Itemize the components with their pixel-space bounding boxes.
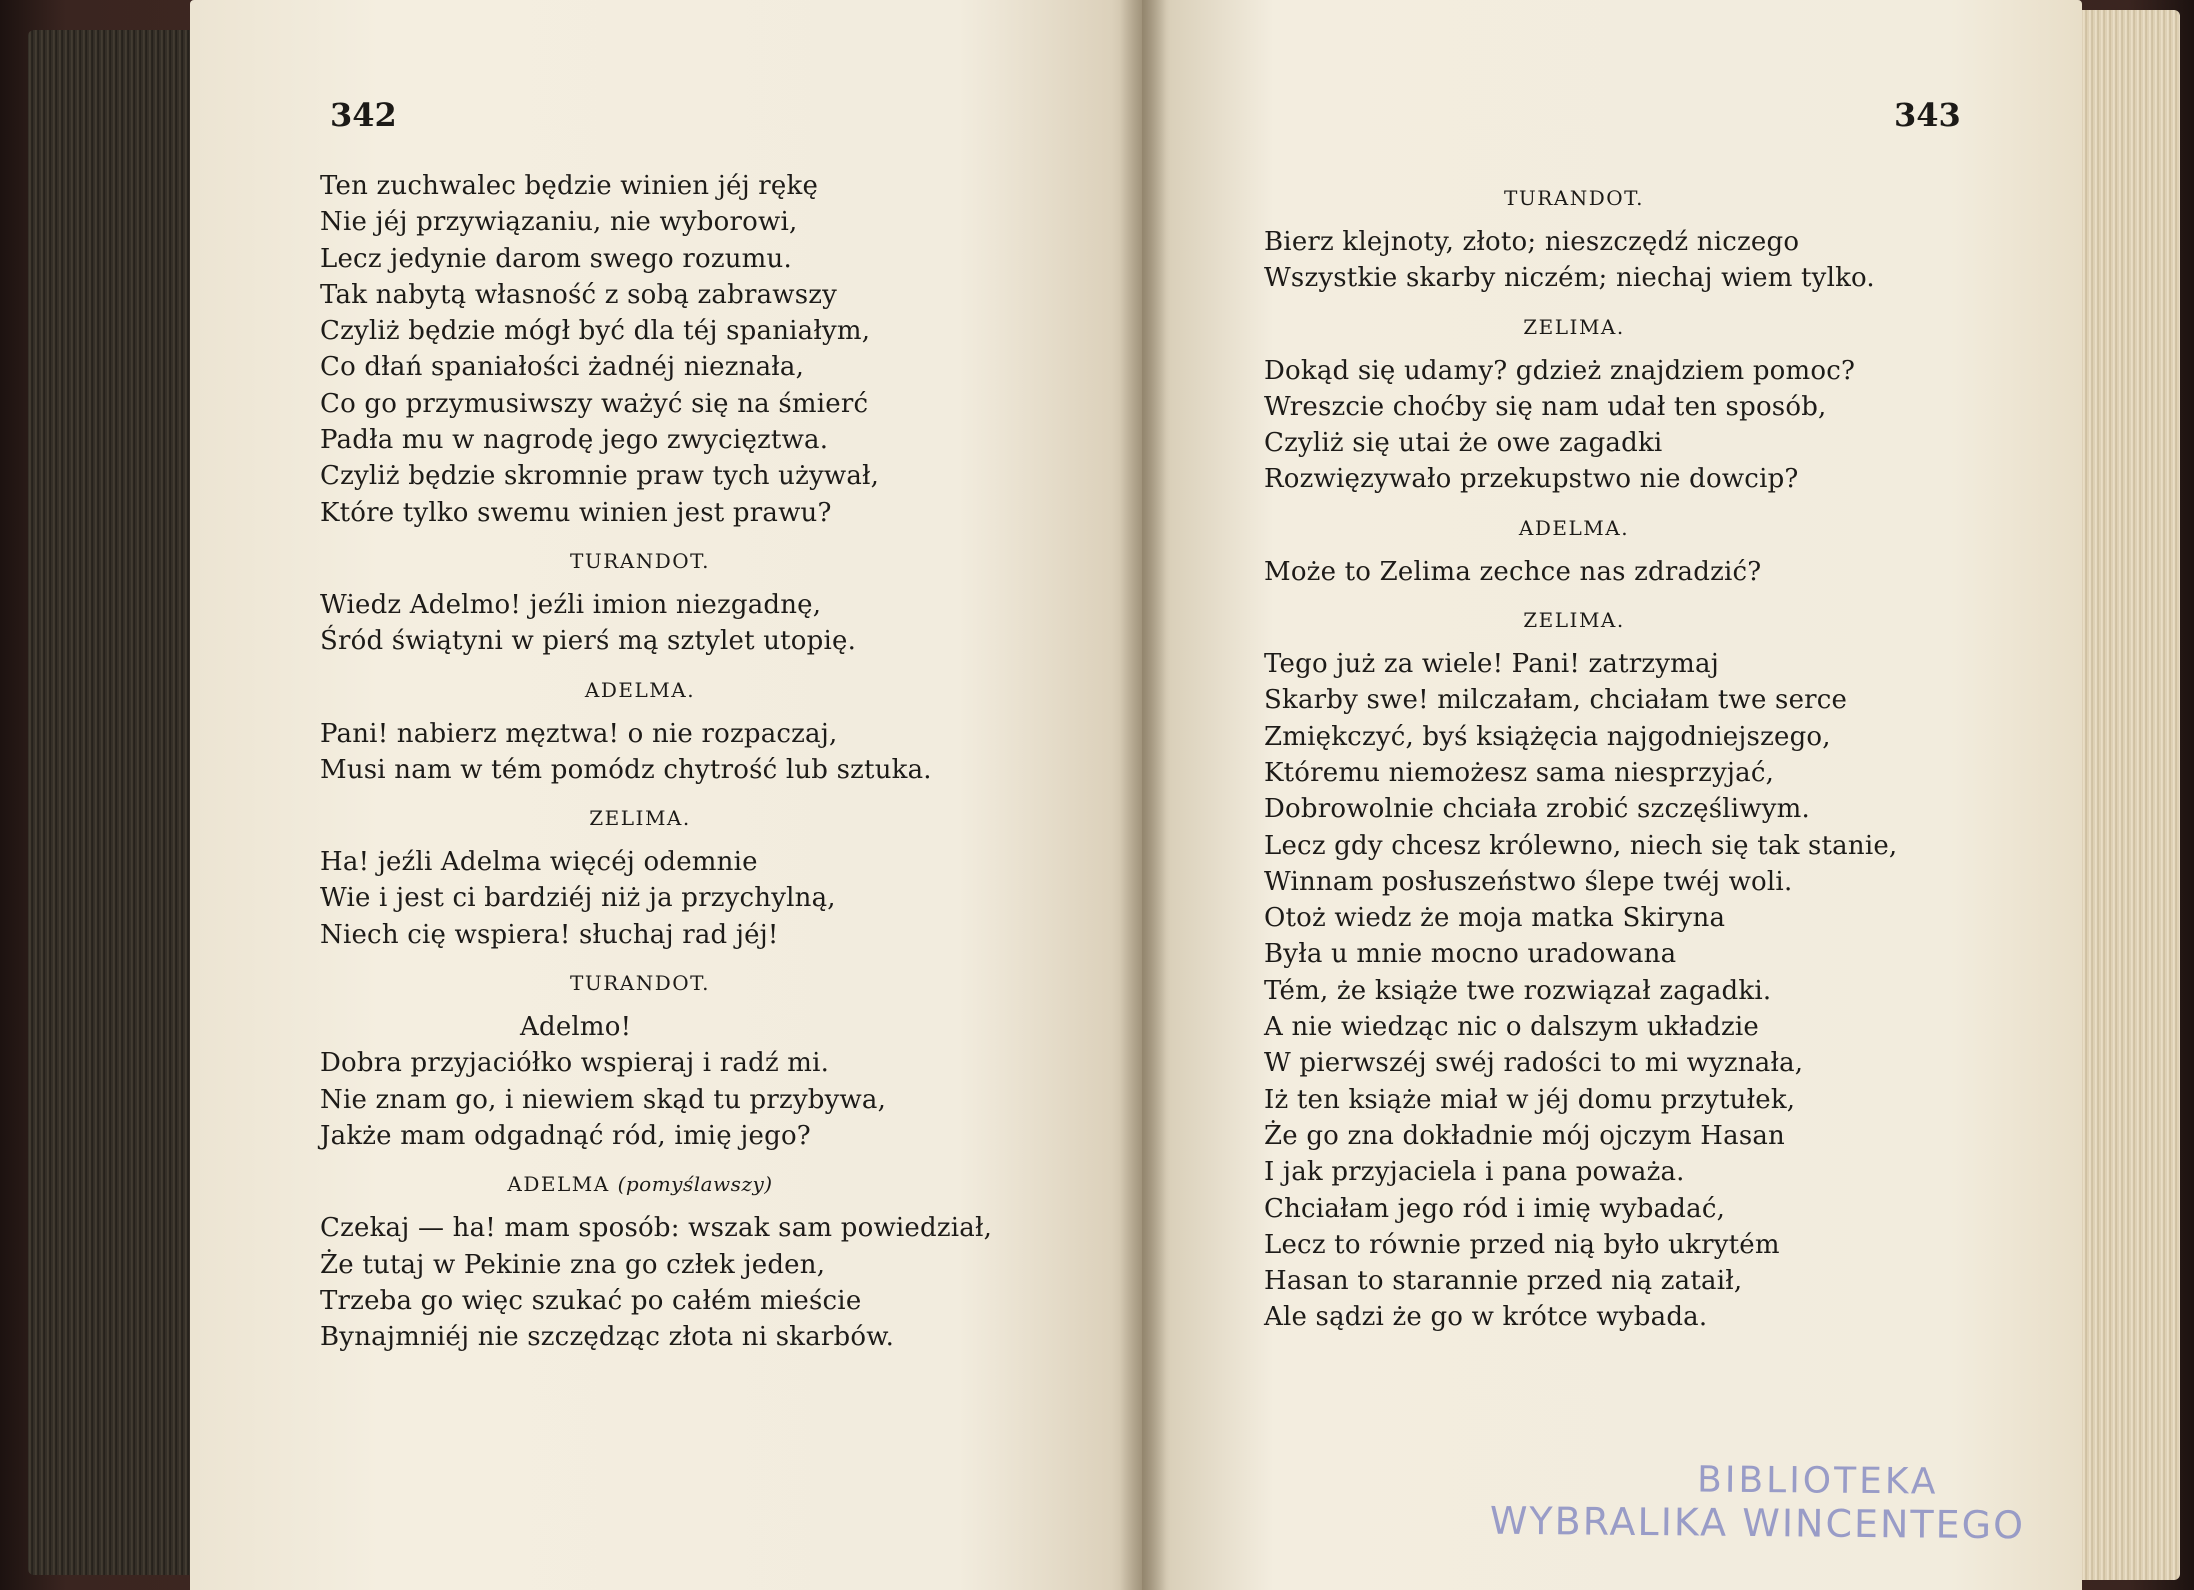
speaker-heading bbox=[320, 1154, 960, 1210]
verse-line: Rozwięzywało przekupstwo nie dowcip? bbox=[1264, 464, 1799, 495]
speaker-heading: TURANDOT. bbox=[570, 548, 710, 573]
verse-line: A nie wiedząc nic o dalszym układzie bbox=[1264, 1012, 1759, 1043]
verse-line: Nie znam go, i niewiem skąd tu przybywa, bbox=[320, 1084, 887, 1115]
page-number-right: 343 bbox=[1894, 96, 1961, 134]
speaker-heading: ZELIMA. bbox=[589, 806, 691, 831]
verse-line: Wiedz Adelmo! jeźli imion niezgadnę, bbox=[320, 589, 822, 620]
speaker-heading: ADELMA. bbox=[1518, 515, 1630, 540]
verse-line: Tém, że książe twe rozwiązał zagadki. bbox=[1264, 975, 1772, 1006]
verse-line: Nie jéj przywiązaniu, nie wyborowi, bbox=[320, 207, 798, 238]
verse-line: Bynajmniéj nie szczędząc złota ni skarbów. bbox=[320, 1322, 895, 1353]
verse-line: Ale sądzi że go w krótce wybada. bbox=[1264, 1302, 1708, 1333]
stamp-line-2: WYBRALIKA WINCENTEGO bbox=[1489, 1498, 2026, 1548]
verse-line: Ha! jeźli Adelma więcéj odemnie bbox=[320, 847, 758, 878]
speaker-heading: TURANDOT. bbox=[570, 971, 710, 996]
verse-line: Lecz to równie przed nią było ukrytém bbox=[1264, 1229, 1780, 1260]
verse-line: Może to Zelima zechce nas zdradzić? bbox=[1264, 556, 1762, 587]
verse-line: Co go przymusiwszy ważyć się na śmierć bbox=[320, 388, 869, 419]
verse-line: Dokąd się udamy? gdzież znajdziem pomoc? bbox=[1264, 355, 1856, 386]
verse-line: Tak nabytą własność z sobą zabrawszy bbox=[320, 279, 838, 310]
verse-line: Czyliż się utai że owe zagadki bbox=[1264, 428, 1663, 459]
verse-line: Któremu niemożesz sama niesprzyjać, bbox=[1264, 757, 1775, 788]
verse-line: Winnam posłuszeństwo ślepe twéj woli. bbox=[1264, 866, 1793, 897]
speaker-heading: ZELIMA. bbox=[1523, 608, 1625, 633]
speaker-name: ADELMA bbox=[507, 1172, 610, 1197]
verse-line: Dobra przyjaciółko wspieraj i radź mi. bbox=[320, 1048, 830, 1079]
verse-line: Że tutaj w Pekinie zna go człek jeden, bbox=[320, 1249, 826, 1280]
verse-line: Śród świątyni w pierś mą sztylet utopię. bbox=[320, 626, 857, 657]
verse-line: Jakże mam odgadnąć ród, imię jego? bbox=[320, 1120, 811, 1151]
verse-line: Wie i jest ci bardziéj niż ja przychylną, bbox=[320, 883, 836, 914]
verse-line: Otoż wiedz że moja matka Skiryna bbox=[1264, 903, 1726, 934]
verse-line: Które tylko swemu winien jest prawu? bbox=[320, 497, 832, 528]
verse-line: Padła mu w nagrodę jego zwycięztwa. bbox=[320, 425, 829, 456]
verse-line: Trzeba go więc szukać po całém mieście bbox=[320, 1285, 862, 1316]
left-page-edges bbox=[28, 30, 198, 1575]
verse-line: I jak przyjaciela i pana poważa. bbox=[1264, 1157, 1685, 1188]
verse-line: Chciałam jego ród i imię wybadać, bbox=[1264, 1193, 1726, 1224]
verse-line: Czyliż będzie mógł być dla téj spaniałym, bbox=[320, 316, 871, 347]
verse-line: Lecz gdy chcesz królewno, niech się tak stanie, bbox=[1264, 830, 1898, 861]
page-number-left: 342 bbox=[330, 96, 397, 134]
stage-direction: (pomyślawszy) bbox=[617, 1172, 773, 1197]
library-stamp bbox=[1490, 1458, 2026, 1548]
verse-line: Wszystkie skarby niczém; niechaj wiem tylko. bbox=[1264, 263, 1875, 294]
speaker-heading: ZELIMA. bbox=[1523, 314, 1625, 339]
verse-line: Że go zna dokładnie mój ojczym Hasan bbox=[1264, 1120, 1786, 1151]
verse-line: Czekaj — ha! mam sposób: wszak sam powiedział, bbox=[320, 1213, 993, 1244]
verse-line: Pani! nabierz męztwa! o nie rozpaczaj, bbox=[320, 718, 838, 749]
verse-line: Ten zuchwalec będzie winien jéj rękę bbox=[320, 171, 819, 201]
verse-line: Skarby swe! milczałam, chciałam twe serce bbox=[1264, 685, 1848, 716]
verse-line: Co dłań spaniałości żadnéj nieznała, bbox=[320, 352, 805, 383]
verse-line: Zmiękczyć, byś książęcia najgodniejszego, bbox=[1264, 721, 1831, 752]
verse-address: Adelmo! bbox=[520, 1012, 632, 1043]
stamp-line-1: BIBLIOTEKA bbox=[1696, 1459, 1939, 1503]
verse-line: Dobrowolnie chciała zrobić szczęśliwym. bbox=[1264, 794, 1810, 825]
verse-line: Niech cię wspiera! słuchaj rad jéj! bbox=[320, 919, 779, 950]
speaker-heading: TURANDOT. bbox=[1504, 186, 1644, 210]
verse-line: Tego już za wiele! Pani! zatrzymaj bbox=[1264, 649, 1719, 680]
verse-line: Hasan to starannie przed nią zataił, bbox=[1264, 1266, 1743, 1297]
verse-line: Bierz klejnoty, złoto; nieszczędź niczego bbox=[1264, 227, 1800, 257]
right-page-text bbox=[1264, 174, 1984, 1336]
right-page bbox=[1142, 0, 2082, 1590]
verse-line: Iż ten książe miał w jéj domu przytułek, bbox=[1264, 1084, 1796, 1115]
verse-line: Lecz jedynie darom swego rozumu. bbox=[320, 243, 792, 274]
verse-line: Była u mnie mocno uradowana bbox=[1264, 939, 1677, 970]
verse-line: W pierwszéj swéj radości to mi wyznała, bbox=[1264, 1048, 1804, 1079]
left-page-text bbox=[320, 168, 1100, 1355]
right-page-edges bbox=[2070, 10, 2180, 1580]
verse-line: Wreszcie choćby się nam udał ten sposób, bbox=[1264, 391, 1827, 422]
book-gutter bbox=[1120, 0, 1166, 1590]
verse-line: Musi nam w tém pomódz chytrość lub sztuka. bbox=[320, 754, 932, 785]
speaker-heading: ADELMA. bbox=[584, 677, 696, 702]
verse-line: Czyliż będzie skromnie praw tych używał, bbox=[320, 461, 880, 492]
left-page bbox=[190, 0, 1150, 1590]
